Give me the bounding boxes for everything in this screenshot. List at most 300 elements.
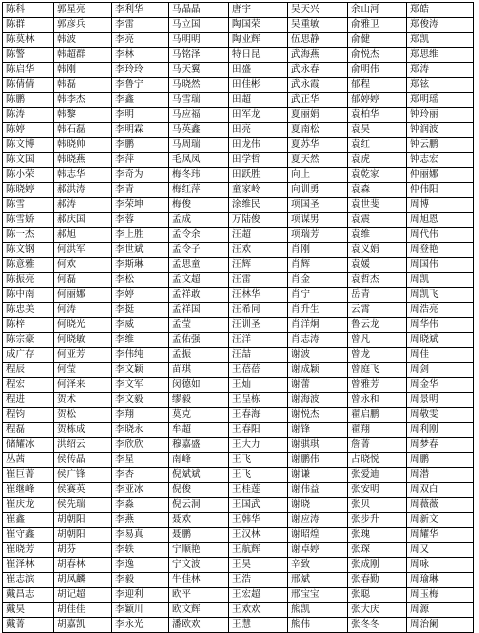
name-cell: 胡凤麟 — [54, 573, 112, 588]
name-cell: 谢谦 — [288, 468, 348, 483]
name-cell: 周登艳 — [407, 243, 474, 258]
name-cell: 李鹏 — [112, 138, 169, 153]
name-cell: 戴菁 — [3, 618, 54, 633]
name-cell: 陈振亮 — [3, 273, 54, 288]
name-cell: 崔巨菁 — [3, 468, 54, 483]
name-cell: 童家岭 — [229, 183, 288, 198]
name-cell: 成广存 — [3, 348, 54, 363]
name-cell: 程辰 — [3, 363, 54, 378]
name-cell: 郝涛 — [54, 198, 112, 213]
name-cell: 侯先瑞 — [54, 498, 112, 513]
name-cell: 胡佳佳 — [54, 603, 112, 618]
name-cell: 鲁云龙 — [348, 318, 407, 333]
name-cell: 周景明 — [407, 393, 474, 408]
name-cell: 王春阳 — [229, 423, 288, 438]
name-cell: 涂维民 — [229, 198, 288, 213]
table-row — [3, 228, 474, 243]
table-row — [3, 258, 474, 273]
name-cell: 张大庆 — [348, 603, 407, 618]
name-cell: 李淼 — [112, 498, 169, 513]
roster-body — [3, 3, 474, 633]
name-cell: 陈意雅 — [3, 258, 54, 273]
name-cell: 袁世斐 — [348, 198, 407, 213]
name-cell: 田盛 — [229, 63, 288, 78]
name-cell: 李斯琳 — [112, 258, 169, 273]
name-cell: 郑凯 — [407, 33, 474, 48]
name-cell: 周凯飞 — [407, 288, 474, 303]
name-cell: 曾永和 — [348, 393, 407, 408]
name-cell: 李鲁宁 — [112, 78, 169, 93]
name-cell: 宁文波 — [169, 558, 229, 573]
name-cell: 李颖川 — [112, 603, 169, 618]
name-cell: 韩晓燕 — [54, 153, 112, 168]
name-cell: 郑俊涛 — [407, 18, 474, 33]
name-cell: 李文颖 — [112, 363, 169, 378]
name-cell: 洪绍云 — [54, 438, 112, 453]
name-cell: 李永光 — [112, 618, 169, 633]
name-cell: 谢成颖 — [288, 363, 348, 378]
name-cell: 周博 — [407, 198, 474, 213]
name-cell: 李林 — [112, 48, 169, 63]
name-cell: 李明 — [112, 108, 169, 123]
name-cell: 王宏超 — [229, 588, 288, 603]
name-cell: 汪林华 — [229, 288, 288, 303]
name-cell: 马晶晶 — [169, 3, 229, 18]
name-cell: 周佳 — [407, 348, 474, 363]
name-cell: 储耀冰 — [3, 438, 54, 453]
table-row — [3, 588, 474, 603]
name-cell: 李明霖 — [112, 123, 169, 138]
table-row — [3, 408, 474, 423]
table-row — [3, 348, 474, 363]
name-cell: 张爱迪 — [348, 468, 407, 483]
name-cell: 倪斌斌 — [169, 468, 229, 483]
name-cell: 王飞 — [229, 468, 288, 483]
name-cell: 马铭泽 — [169, 48, 229, 63]
name-cell: 程磊 — [3, 423, 54, 438]
name-cell: 仲伟阳 — [407, 183, 474, 198]
name-cell: 孟成 — [169, 213, 229, 228]
name-cell: 云霄 — [348, 303, 407, 318]
name-cell: 梅冬玮 — [169, 168, 229, 183]
name-cell: 钟云鹏 — [407, 138, 474, 153]
name-cell: 向上 — [288, 168, 348, 183]
name-cell: 李世斌 — [112, 243, 169, 258]
name-cell: 项国圣 — [288, 198, 348, 213]
name-cell: 周新文 — [407, 513, 474, 528]
name-cell: 谢悦杰 — [288, 408, 348, 423]
table-row — [3, 558, 474, 573]
name-cell: 周双白 — [407, 483, 474, 498]
name-cell: 肖刚 — [288, 243, 348, 258]
name-cell: 谢蕾 — [288, 378, 348, 393]
name-cell: 李青 — [112, 183, 169, 198]
name-cell: 周又 — [407, 543, 474, 558]
name-cell: 周玉梅 — [407, 588, 474, 603]
name-cell: 潘欧欢 — [169, 618, 229, 633]
name-cell: 马立国 — [169, 18, 229, 33]
name-cell: 周晓斌 — [407, 333, 474, 348]
name-cell: 李维 — [112, 333, 169, 348]
name-cell: 张春勤 — [348, 573, 407, 588]
name-cell: 田超 — [229, 93, 288, 108]
table-row — [3, 18, 474, 33]
name-cell: 熊凯 — [288, 603, 348, 618]
name-cell: 张安明 — [348, 483, 407, 498]
name-cell: 孟令子 — [169, 243, 229, 258]
name-cell: 陈警 — [3, 48, 54, 63]
name-cell: 胡记超 — [54, 588, 112, 603]
name-cell: 马雪瑞 — [169, 93, 229, 108]
name-cell: 陶业辉 — [229, 33, 288, 48]
name-cell: 陈小荣 — [3, 168, 54, 183]
name-cell: 曾庭飞 — [348, 363, 407, 378]
table-row — [3, 168, 474, 183]
name-cell: 南峰 — [169, 453, 229, 468]
name-cell: 陈鹏 — [3, 93, 54, 108]
name-cell: 周国伟 — [407, 258, 474, 273]
name-cell: 周瑜琳 — [407, 573, 474, 588]
name-cell: 汪希同 — [229, 303, 288, 318]
name-cell: 武正华 — [288, 93, 348, 108]
name-cell: 陈雪娇 — [3, 213, 54, 228]
name-cell: 崔守鑫 — [3, 528, 54, 543]
name-cell: 谢波 — [288, 348, 348, 363]
name-cell: 俞健 — [348, 33, 407, 48]
name-cell: 仲丽娜 — [407, 168, 474, 183]
name-cell: 辛致 — [288, 558, 348, 573]
table-row — [3, 618, 474, 633]
name-cell: 王航辉 — [229, 543, 288, 558]
name-cell: 郑铉 — [407, 78, 474, 93]
name-cell: 王春海 — [229, 408, 288, 423]
name-cell: 钟玲丽 — [407, 108, 474, 123]
name-cell: 袁维 — [348, 228, 407, 243]
name-cell: 韩刚 — [54, 63, 112, 78]
name-cell: 孟振 — [169, 348, 229, 363]
name-cell: 张步升 — [348, 513, 407, 528]
name-cell: 陈倩倩 — [3, 78, 54, 93]
name-cell: 李逸 — [112, 558, 169, 573]
name-cell: 俞明伟 — [348, 63, 407, 78]
name-cell: 张冬冬 — [348, 618, 407, 633]
table-row — [3, 108, 474, 123]
name-cell: 夏丽娟 — [288, 108, 348, 123]
name-cell: 钟志宏 — [407, 153, 474, 168]
table-row — [3, 123, 474, 138]
name-cell: 谢骐琪 — [288, 438, 348, 453]
name-cell: 马晓然 — [169, 78, 229, 93]
name-cell: 田学哲 — [229, 153, 288, 168]
name-cell: 向训勇 — [288, 183, 348, 198]
table-row — [3, 468, 474, 483]
name-cell: 崔鑫 — [3, 513, 54, 528]
name-cell: 程进 — [3, 393, 54, 408]
table-row — [3, 513, 474, 528]
table-row — [3, 318, 474, 333]
name-cell: 穆嘉盛 — [169, 438, 229, 453]
name-cell: 周潜 — [407, 468, 474, 483]
name-cell: 特日昆 — [229, 48, 288, 63]
name-cell: 汪辉 — [229, 258, 288, 273]
name-cell: 曾龙 — [348, 348, 407, 363]
name-cell: 李晓永 — [112, 423, 169, 438]
name-cell: 胡朝阳 — [54, 528, 112, 543]
table-row — [3, 483, 474, 498]
name-cell: 李玲玲 — [112, 63, 169, 78]
table-row — [3, 423, 474, 438]
name-cell: 陈涛 — [3, 108, 54, 123]
name-cell: 周浩亮 — [407, 303, 474, 318]
name-cell: 毛凤凤 — [169, 153, 229, 168]
name-cell: 莫克 — [169, 408, 229, 423]
name-cell: 周鹏 — [407, 453, 474, 468]
name-cell: 陈莫林 — [3, 33, 54, 48]
name-cell: 周治阑 — [407, 618, 474, 633]
name-cell: 李蓉 — [112, 213, 169, 228]
name-cell: 武海燕 — [288, 48, 348, 63]
name-cell: 王蓓蓓 — [229, 363, 288, 378]
name-cell: 肖志涛 — [288, 333, 348, 348]
name-cell: 李轶 — [112, 543, 169, 558]
name-cell: 曾凡 — [348, 333, 407, 348]
name-cell: 梅俊 — [169, 198, 229, 213]
table-row — [3, 213, 474, 228]
name-cell: 曾雅芳 — [348, 378, 407, 393]
name-cell: 李燕 — [112, 513, 169, 528]
table-row — [3, 453, 474, 468]
name-cell: 周耀华 — [407, 528, 474, 543]
name-cell: 郝庆国 — [54, 213, 112, 228]
name-cell: 邢宝宝 — [288, 588, 348, 603]
name-cell: 李利华 — [112, 3, 169, 18]
name-cell: 陈文钢 — [3, 243, 54, 258]
name-cell: 聂鹏 — [169, 528, 229, 543]
name-cell: 翟翔 — [348, 423, 407, 438]
name-cell: 武永霞 — [288, 78, 348, 93]
name-cell: 周咏 — [407, 558, 474, 573]
name-cell: 夏苏华 — [288, 138, 348, 153]
name-cell: 孟祥国 — [169, 303, 229, 318]
table-row — [3, 393, 474, 408]
name-cell: 马天翼 — [169, 63, 229, 78]
name-cell: 田亮 — [229, 123, 288, 138]
name-cell: 韩波 — [54, 33, 112, 48]
name-cell: 何莹 — [54, 363, 112, 378]
table-row — [3, 573, 474, 588]
name-cell: 周梦春 — [407, 438, 474, 453]
name-cell: 贺术 — [54, 393, 112, 408]
name-cell: 宁顺艳 — [169, 543, 229, 558]
name-cell: 王浩 — [229, 573, 288, 588]
table-row — [3, 3, 474, 18]
name-cell: 王桂莲 — [229, 483, 288, 498]
name-cell: 余山河 — [348, 3, 407, 18]
name-cell: 袁媛 — [348, 258, 407, 273]
name-cell: 欧平 — [169, 588, 229, 603]
name-cell: 韩磊 — [54, 78, 112, 93]
name-cell: 聂欢 — [169, 513, 229, 528]
name-cell: 熊伟 — [288, 618, 348, 633]
name-cell: 李上胜 — [112, 228, 169, 243]
name-cell: 谢应涛 — [288, 513, 348, 528]
name-cell: 侯广锋 — [54, 468, 112, 483]
name-cell: 陶国荣 — [229, 18, 288, 33]
name-cell: 贺栋成 — [54, 423, 112, 438]
name-cell: 孟思童 — [169, 258, 229, 273]
name-cell: 陈晓婷 — [3, 183, 54, 198]
name-cell: 韩石磊 — [54, 123, 112, 138]
name-cell: 郝旭 — [54, 228, 112, 243]
table-row — [3, 363, 474, 378]
table-row — [3, 243, 474, 258]
name-cell: 李威 — [112, 318, 169, 333]
name-cell: 戴昌志 — [3, 588, 54, 603]
name-cell: 夏南松 — [288, 123, 348, 138]
name-cell: 李婷 — [112, 288, 169, 303]
name-cell: 谢鹏伟 — [288, 453, 348, 468]
name-cell: 万陆俊 — [229, 213, 288, 228]
name-cell: 周敬雯 — [407, 408, 474, 423]
table-row — [3, 33, 474, 48]
name-cell: 李文军 — [112, 378, 169, 393]
name-cell: 何晓敏 — [54, 333, 112, 348]
name-cell: 陈雪 — [3, 198, 54, 213]
table-row — [3, 48, 474, 63]
name-cell: 王灿 — [229, 378, 288, 393]
name-cell: 戴昊 — [3, 603, 54, 618]
name-cell: 欧文辉 — [169, 603, 229, 618]
name-cell: 陈文博 — [3, 138, 54, 153]
name-cell: 岳青 — [348, 288, 407, 303]
name-cell: 陈文国 — [3, 153, 54, 168]
name-cell: 马英鑫 — [169, 123, 229, 138]
name-cell: 胡嘉凯 — [54, 618, 112, 633]
name-cell: 何涛 — [54, 303, 112, 318]
name-cell: 陈中南 — [3, 288, 54, 303]
name-cell: 张成刚 — [348, 558, 407, 573]
name-cell: 谢伟益 — [288, 483, 348, 498]
name-cell: 谢锋 — [288, 423, 348, 438]
name-cell: 袁哲杰 — [348, 273, 407, 288]
name-cell: 汪训圣 — [229, 318, 288, 333]
name-cell: 李欣欣 — [112, 438, 169, 453]
name-cell: 郝洪涛 — [54, 183, 112, 198]
table-row — [3, 78, 474, 93]
table-row — [3, 438, 474, 453]
table-row — [3, 153, 474, 168]
name-cell: 占晓悦 — [348, 453, 407, 468]
name-cell: 谢昭煌 — [288, 528, 348, 543]
name-cell: 何欢 — [54, 258, 112, 273]
name-cell: 王汉林 — [229, 528, 288, 543]
name-cell: 韩志华 — [54, 168, 112, 183]
name-cell: 袁震 — [348, 213, 407, 228]
name-cell: 程钧 — [3, 408, 54, 423]
name-cell: 梅红萍 — [169, 183, 229, 198]
table-row — [3, 198, 474, 213]
name-cell: 袁昊 — [348, 123, 407, 138]
name-cell: 丛茜 — [3, 453, 54, 468]
name-cell: 苗琪 — [169, 363, 229, 378]
name-cell: 孟莹 — [169, 318, 229, 333]
name-cell: 崔庆龙 — [3, 498, 54, 513]
name-cell: 王大力 — [229, 438, 288, 453]
name-cell: 张聪 — [348, 588, 407, 603]
name-cell: 田跃胜 — [229, 168, 288, 183]
name-cell: 王欢欢 — [229, 603, 288, 618]
table-row — [3, 63, 474, 78]
name-cell: 李亚冰 — [112, 483, 169, 498]
name-cell: 俞悦杰 — [348, 48, 407, 63]
name-cell: 肖升生 — [288, 303, 348, 318]
table-row — [3, 528, 474, 543]
table-row — [3, 603, 474, 618]
name-cell: 李星 — [112, 453, 169, 468]
name-cell: 王韩华 — [229, 513, 288, 528]
name-cell: 李鑫 — [112, 93, 169, 108]
name-cell: 谢海波 — [288, 393, 348, 408]
name-cell: 陈群 — [3, 18, 54, 33]
name-cell: 陈科 — [3, 3, 54, 18]
name-cell: 汪洋 — [229, 333, 288, 348]
name-cell: 周凯 — [407, 273, 474, 288]
name-cell: 孟令余 — [169, 228, 229, 243]
name-cell: 周薇薇 — [407, 498, 474, 513]
name-cell: 王国武 — [229, 498, 288, 513]
name-cell: 王昊 — [229, 558, 288, 573]
table-row — [3, 288, 474, 303]
name-cell: 田佳彬 — [229, 78, 288, 93]
name-cell: 何泽来 — [54, 378, 112, 393]
name-cell: 韩晓帅 — [54, 138, 112, 153]
name-cell: 李奇为 — [112, 168, 169, 183]
name-cell: 何磊 — [54, 273, 112, 288]
name-cell: 程宏 — [3, 378, 54, 393]
name-cell: 崔晓芳 — [3, 543, 54, 558]
name-cell: 李雷 — [112, 18, 169, 33]
name-cell: 武永春 — [288, 63, 348, 78]
name-cell: 牛佳林 — [169, 573, 229, 588]
name-cell: 李挺 — [112, 303, 169, 318]
name-cell: 崔泽林 — [3, 558, 54, 573]
name-cell: 马明明 — [169, 33, 229, 48]
name-cell: 郑皓 — [407, 3, 474, 18]
name-cell: 郑涛 — [407, 63, 474, 78]
name-cell: 崔继峰 — [3, 483, 54, 498]
name-cell: 陈梓 — [3, 318, 54, 333]
name-cell: 肖辉 — [288, 258, 348, 273]
name-cell: 孟文超 — [169, 273, 229, 288]
name-cell: 翟启鹏 — [348, 408, 407, 423]
name-cell: 李迎利 — [112, 588, 169, 603]
table-row — [3, 183, 474, 198]
table-row — [3, 333, 474, 348]
name-cell: 李荣坤 — [112, 198, 169, 213]
name-cell: 周利刚 — [407, 423, 474, 438]
name-cell: 崔志滨 — [3, 573, 54, 588]
name-cell: 李萍 — [112, 153, 169, 168]
name-cell: 李杏 — [112, 468, 169, 483]
table-row — [3, 138, 474, 153]
name-roster-table — [2, 2, 474, 633]
table-row — [3, 93, 474, 108]
name-cell: 俞雅卫 — [348, 18, 407, 33]
name-cell: 袁森 — [348, 183, 407, 198]
name-cell: 王慧 — [229, 618, 288, 633]
name-cell: 周代伟 — [407, 228, 474, 243]
name-cell: 何晓光 — [54, 318, 112, 333]
